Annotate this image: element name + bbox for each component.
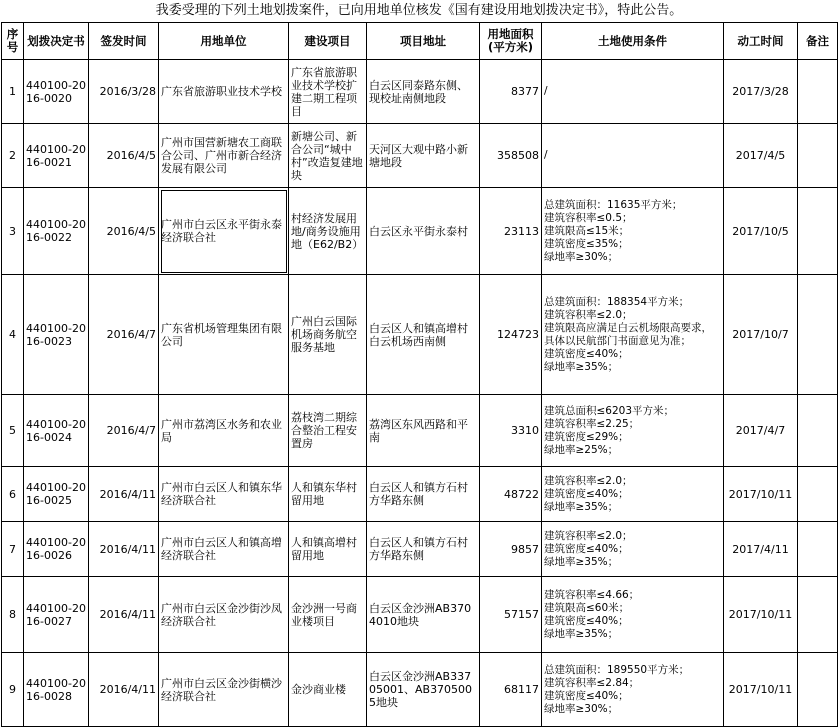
cell-conditions[interactable]: 建筑总面积≤6203平方米； 建筑容积率≤2.25； 建筑密度≤29%； 绿地率≥25%； xyxy=(542,395,724,467)
table-row xyxy=(2,188,838,275)
cell-project[interactable]: 金沙洲一号商业楼项目 xyxy=(289,577,367,653)
cell-area[interactable]: 3310 xyxy=(480,395,542,467)
cell-issue-date[interactable]: 2016/4/11 xyxy=(89,653,159,727)
cell-seq[interactable]: 6 xyxy=(2,467,24,522)
cell-area[interactable]: 124723 xyxy=(480,275,542,395)
cell-seq[interactable]: 9 xyxy=(2,653,24,727)
cell-doc-no[interactable]: 440100-2016-0025 xyxy=(24,467,89,522)
header-conditions: 土地使用条件 xyxy=(542,23,724,60)
cell-issue-date[interactable]: 2016/4/5 xyxy=(89,188,159,275)
cell-remarks[interactable] xyxy=(798,577,838,653)
cell-doc-no[interactable]: 440100-2016-0028 xyxy=(24,653,89,727)
header-doc-no: 划拨决定书 xyxy=(24,23,89,60)
cell-area[interactable]: 8377 xyxy=(480,60,542,124)
cell-conditions[interactable]: 建筑容积率≤2.0； 建筑密度≤40%； 绿地率≥35%； xyxy=(542,522,724,577)
cell-doc-no[interactable]: 440100-2016-0026 xyxy=(24,522,89,577)
header-issue-date: 签发时间 xyxy=(89,23,159,60)
table-row xyxy=(2,60,838,124)
cell-conditions[interactable]: / xyxy=(542,124,724,188)
cell-doc-no[interactable]: 440100-2016-0023 xyxy=(24,275,89,395)
header-start-date: 动工时间 xyxy=(724,23,798,60)
table-row xyxy=(2,577,838,653)
cell-address[interactable]: 白云区金沙洲AB33705001、AB3705005地块 xyxy=(367,653,480,727)
cell-seq[interactable]: 3 xyxy=(2,188,24,275)
cell-issue-date[interactable]: 2016/3/28 xyxy=(89,60,159,124)
cell-unit[interactable]: 广州市白云区金沙街横沙经济联合社 xyxy=(159,653,289,727)
cell-unit[interactable]: 广州市白云区人和镇东华经济联合社 xyxy=(159,467,289,522)
cell-address[interactable]: 荔湾区东风西路和平南 xyxy=(367,395,480,467)
cell-address[interactable]: 白云区永平街永泰村 xyxy=(367,188,480,275)
cell-conditions[interactable]: 建筑容积率≤2.0； 建筑密度≤40%； 绿地率≥35%； xyxy=(542,467,724,522)
cell-seq[interactable]: 8 xyxy=(2,577,24,653)
cell-project[interactable]: 广东省旅游职业技术学校扩建二期工程项目 xyxy=(289,60,367,124)
cell-unit[interactable]: 广州市荔湾区水务和农业局 xyxy=(159,395,289,467)
cell-area[interactable]: 57157 xyxy=(480,577,542,653)
cell-unit[interactable]: 广东省旅游职业技术学校 xyxy=(159,60,289,124)
cell-seq[interactable]: 7 xyxy=(2,522,24,577)
cell-project[interactable]: 新塘公司、新合公司“城中村”改造复建地块 xyxy=(289,124,367,188)
cell-doc-no[interactable]: 440100-2016-0020 xyxy=(24,60,89,124)
cell-start-date[interactable]: 2017/10/7 xyxy=(724,275,798,395)
cell-doc-no[interactable]: 440100-2016-0022 xyxy=(24,188,89,275)
table-row xyxy=(2,653,838,727)
cell-doc-no[interactable]: 440100-2016-0024 xyxy=(24,395,89,467)
cell-seq[interactable]: 5 xyxy=(2,395,24,467)
cell-issue-date[interactable]: 2016/4/7 xyxy=(89,395,159,467)
land-allocation-table xyxy=(1,22,838,727)
header-unit: 用地单位 xyxy=(159,23,289,60)
cell-area[interactable]: 48722 xyxy=(480,467,542,522)
cell-conditions[interactable]: / xyxy=(542,60,724,124)
cell-unit[interactable]: 广州市白云区人和镇高增经济联合社 xyxy=(159,522,289,577)
cell-issue-date[interactable]: 2016/4/11 xyxy=(89,577,159,653)
cell-project[interactable]: 广州白云国际机场商务航空服务基地 xyxy=(289,275,367,395)
cell-remarks[interactable] xyxy=(798,188,838,275)
cell-start-date[interactable]: 2017/10/11 xyxy=(724,653,798,727)
cell-conditions[interactable]: 总建筑面积：189550平方米； 建筑容积率≤2.84； 建筑密度≤40%； 绿地率≥30%； xyxy=(542,653,724,727)
cell-address[interactable]: 白云区人和镇高增村白云机场西南侧 xyxy=(367,275,480,395)
cell-address[interactable]: 白云区人和镇方石村方华路东侧 xyxy=(367,522,480,577)
cell-seq[interactable]: 1 xyxy=(2,60,24,124)
cell-address[interactable]: 白云区人和镇方石村方华路东侧 xyxy=(367,467,480,522)
cell-seq[interactable]: 4 xyxy=(2,275,24,395)
cell-conditions[interactable]: 总建筑面积：188354平方米； 建筑容积率≤2.0； 建筑限高应满足白云机场限高要求，具体以民航部门书面意见为准； 建筑密度≤40%； 绿地率≥35%； xyxy=(542,275,724,395)
cell-issue-date[interactable]: 2016/4/11 xyxy=(89,467,159,522)
cell-project[interactable]: 人和镇东华村留用地 xyxy=(289,467,367,522)
cell-project[interactable]: 村经济发展用地/商务设施用地（E62/B2） xyxy=(289,188,367,275)
cell-project[interactable]: 荔枝湾二期综合整治工程安置房 xyxy=(289,395,367,467)
cell-seq[interactable]: 2 xyxy=(2,124,24,188)
cell-issue-date[interactable]: 2016/4/11 xyxy=(89,522,159,577)
cell-remarks[interactable] xyxy=(798,395,838,467)
cell-start-date[interactable]: 2017/4/11 xyxy=(724,522,798,577)
cell-address[interactable]: 天河区大观中路小新塘地段 xyxy=(367,124,480,188)
cell-address[interactable]: 白云区同泰路东侧、现校址南侧地段 xyxy=(367,60,480,124)
cell-unit[interactable]: 广州市国营新塘农工商联合公司、广州市新合经济发展有限公司 xyxy=(159,124,289,188)
header-area: 用地面积(平方米) xyxy=(480,23,542,60)
cell-issue-date[interactable]: 2016/4/7 xyxy=(89,275,159,395)
cell-conditions[interactable]: 总建筑面积：11635平方米； 建筑容积率≤0.5； 建筑限高≤15米； 建筑密度≤35%； 绿地率≥30%； xyxy=(542,188,724,275)
table-row xyxy=(2,395,838,467)
cell-area[interactable]: 9857 xyxy=(480,522,542,577)
cell-conditions[interactable]: 建筑容积率≤4.66； 建筑限高≤60米； 建筑密度≤40%； 绿地率≥35%； xyxy=(542,577,724,653)
table-row xyxy=(2,124,838,188)
cell-area[interactable]: 358508 xyxy=(480,124,542,188)
cell-start-date[interactable]: 2017/4/5 xyxy=(724,124,798,188)
cell-remarks[interactable] xyxy=(798,60,838,124)
cell-remarks[interactable] xyxy=(798,522,838,577)
cell-area[interactable]: 68117 xyxy=(480,653,542,727)
cell-address[interactable]: 白云区金沙洲AB3704010地块 xyxy=(367,577,480,653)
header-remarks: 备注 xyxy=(798,23,838,60)
cell-unit[interactable]: 广州市白云区金沙街沙凤经济联合社 xyxy=(159,577,289,653)
cell-start-date[interactable]: 2017/3/28 xyxy=(724,60,798,124)
cell-area[interactable]: 23113 xyxy=(480,188,542,275)
table-row xyxy=(2,467,838,522)
cell-remarks[interactable] xyxy=(798,275,838,395)
cell-project[interactable]: 人和镇高增村留用地 xyxy=(289,522,367,577)
cell-unit[interactable]: 广东省机场管理集团有限公司 xyxy=(159,275,289,395)
table-row xyxy=(2,275,838,395)
cell-start-date[interactable]: 2017/4/7 xyxy=(724,395,798,467)
cell-start-date[interactable]: 2017/10/11 xyxy=(724,577,798,653)
cell-unit-selected[interactable]: 广州市白云区永平街永泰经济联合社 xyxy=(159,188,289,275)
notice-title: 我委受理的下列土地划拨案件，已向用地单位核发《国有建设用地划拨决定书》，特此公告。 xyxy=(155,3,683,18)
cell-doc-no[interactable]: 440100-2016-0027 xyxy=(24,577,89,653)
cell-remarks[interactable] xyxy=(798,653,838,727)
cell-remarks[interactable] xyxy=(798,467,838,522)
cell-doc-no[interactable]: 440100-2016-0021 xyxy=(24,124,89,188)
header-row xyxy=(2,23,838,60)
cell-start-date[interactable]: 2017/10/5 xyxy=(724,188,798,275)
header-address: 项目地址 xyxy=(367,23,480,60)
cell-remarks[interactable] xyxy=(798,124,838,188)
cell-project[interactable]: 金沙商业楼 xyxy=(289,653,367,727)
cell-start-date[interactable]: 2017/10/11 xyxy=(724,467,798,522)
header-project: 建设项目 xyxy=(289,23,367,60)
table-row xyxy=(2,522,838,577)
cell-issue-date[interactable]: 2016/4/5 xyxy=(89,124,159,188)
header-seq: 序号 xyxy=(2,23,24,60)
